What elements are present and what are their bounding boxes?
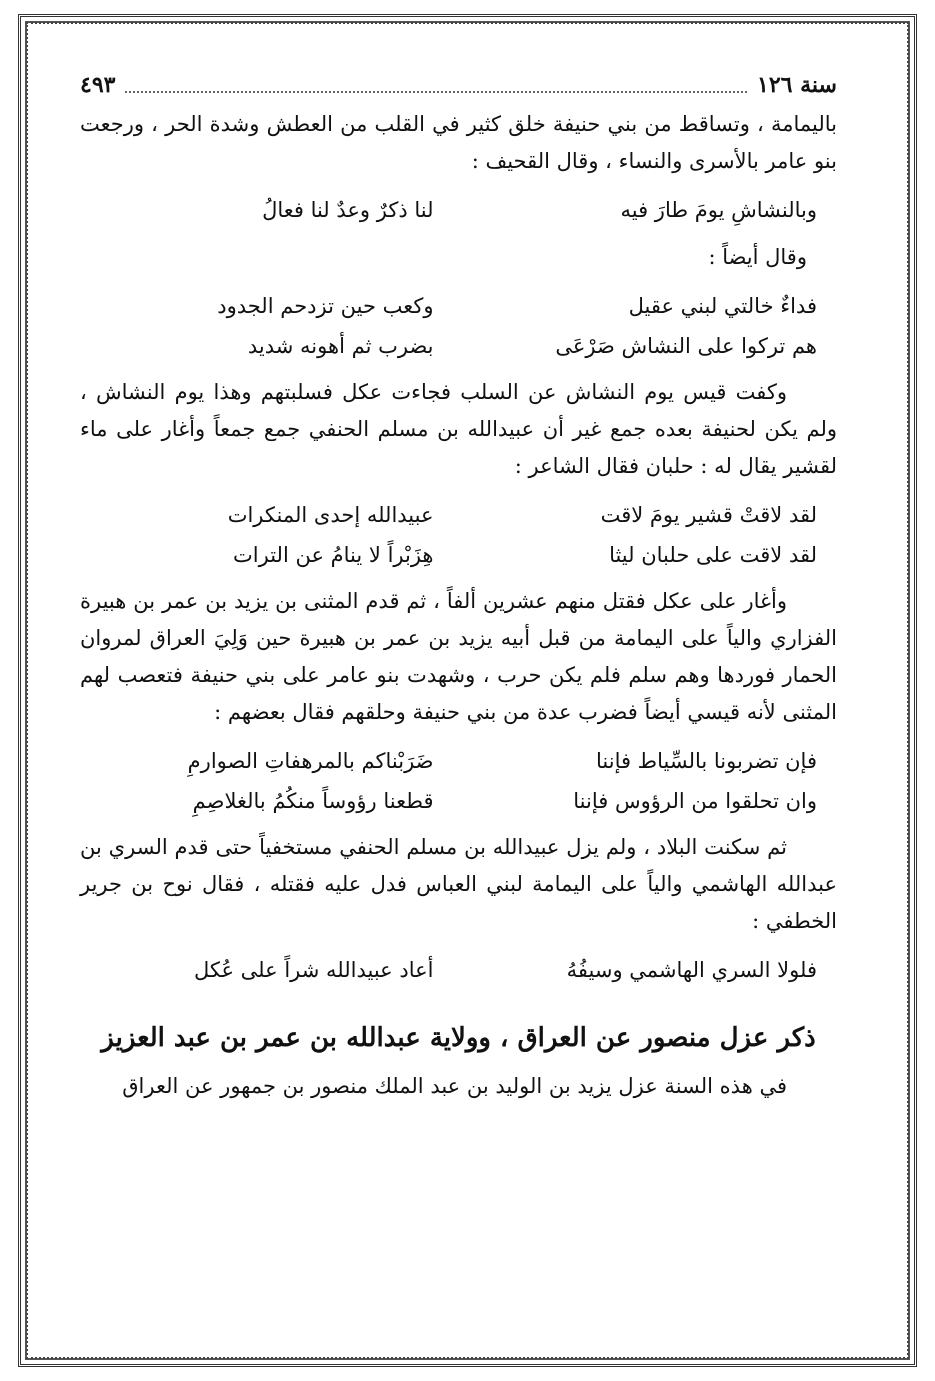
verse-line bbox=[80, 495, 837, 535]
paragraph-2: وكفت قيس يوم النشاش عن السلب فجاءت عكل فسلبتهم وهذا يوم النشاش ، ولم يكن لحنيفة بعده جمع غير أن عبيدالله بن مسلم الحنفي جمع جمعاً وأغار على ماء لقشير يقال له : حلبان فقال الشاعر : bbox=[80, 380, 837, 478]
verse-hemistich-second: أعاد عبيدالله شراً على عُكل bbox=[193, 958, 434, 982]
verse-block-3 bbox=[80, 495, 837, 575]
verse-hemistich-first: وبالنشاشِ يومَ طارَ فيه bbox=[620, 198, 817, 222]
verse-hemistich-first: لقد لاقتْ قشير يومَ لاقت bbox=[600, 503, 817, 527]
verse-line bbox=[80, 326, 837, 366]
verse-hemistich-second: ضَرَبْناكم بالمرهفاتِ الصوارمِ bbox=[187, 749, 434, 773]
verse-block-4 bbox=[80, 741, 837, 821]
verse-hemistich-first: فلولا السري الهاشمي وسيفُهُ bbox=[566, 958, 817, 982]
verse-line bbox=[80, 535, 837, 575]
paragraph-4: ثم سكنت البلاد ، ولم يزل عبيدالله بن مسلم الحنفي مستخفياً حتى قدم السري بن عبدالله الهاشمي والياً على اليمامة لبني العباس فدل عليه فقتله ، فقال نوح بن جرير الخطفي : bbox=[80, 835, 837, 933]
verse-hemistich-first: فداءٌ خالتي لبني عقيل bbox=[628, 294, 817, 318]
verse-hemistich-first: لقد لاقت على حلبان ليثا bbox=[609, 543, 817, 567]
section-heading: ذكر عزل منصور عن العراق ، وولاية عبدالله بن عمر بن عبد العزيز bbox=[101, 1023, 816, 1053]
verse-hemistich-first: هم تركوا على النشاش صَرْعَى bbox=[555, 334, 817, 358]
verse-line bbox=[80, 190, 837, 230]
verse-hemistich-second: لنا ذكرٌ وعدٌ لنا فعالُ bbox=[262, 198, 434, 222]
verse-block-2 bbox=[80, 286, 837, 366]
verse-line bbox=[80, 950, 837, 990]
verse-block-1 bbox=[80, 190, 837, 230]
running-header bbox=[80, 68, 837, 102]
header-leader-dots bbox=[125, 77, 747, 93]
verse-line bbox=[80, 781, 837, 821]
paragraph-5: في هذه السنة عزل يزيد بن الوليد بن عبد الملك منصور بن جمهور عن العراق bbox=[122, 1074, 787, 1098]
page-number: ٤٩٣ bbox=[80, 72, 116, 98]
paragraph-1: باليمامة ، وتساقط من بني حنيفة خلق كثير في القلب من العطش وشدة الحر ، ورجعت بنو عامر بالأسرى والنساء ، وقال القحيف : bbox=[80, 112, 837, 173]
verse-hemistich-first: فإن تضربونا بالسِّياط فإننا bbox=[595, 749, 817, 773]
verse-hemistich-second: عبيدالله إحدى المنكرات bbox=[227, 503, 434, 527]
verse-hemistich-second: هِزَبْراً لا ينامُ عن الترات bbox=[233, 543, 434, 567]
verse-hemistich-first: وان تحلقوا من الرؤوس فإننا bbox=[573, 789, 817, 813]
verse-intro: وقال أيضاً : bbox=[708, 245, 807, 269]
verse-hemistich-second: بضرب ثم أهونه شديد bbox=[247, 334, 434, 358]
verse-block-5 bbox=[80, 950, 837, 990]
verse-hemistich-second: وكعب حين تزدحم الجدود bbox=[217, 294, 434, 318]
document-page bbox=[80, 68, 837, 1341]
verse-line bbox=[80, 741, 837, 781]
paragraph-3: وأغار على عكل فقتل منهم عشرين ألفاً ، ثم قدم المثنى بن يزيد بن عمر بن هبيرة الفزاري والياً على اليمامة من قبل أبيه يزيد بن عمر بن هبيرة حين وَلِيَ العراق لمروان الحمار فوردها وهم سلم فلم يكن حرب ، وشهدت بنو عامر على بني حنيفة فتعصب لهم المثنى لأنه قيسي أيضاً فضرب عدة من بني حنيفة وحلقهم فقال بعضهم : bbox=[80, 589, 837, 724]
verse-line bbox=[80, 286, 837, 326]
verse-hemistich-second: قطعنا رؤوساً منكُمُ بالغلاصِمِ bbox=[192, 789, 434, 813]
header-year: سنة ١٢٦ bbox=[757, 72, 837, 98]
